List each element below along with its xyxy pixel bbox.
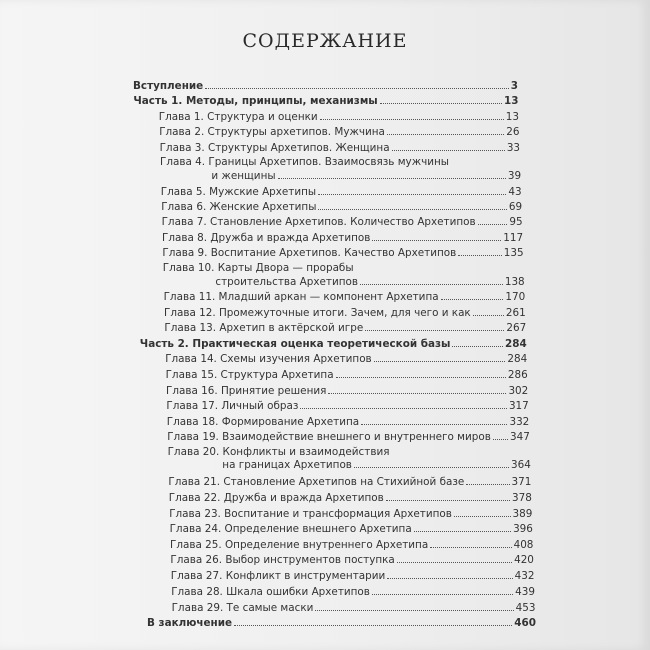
toc-entry-page: 267	[506, 321, 527, 334]
toc-entry-label: Глава 2. Структуры архетипов. Мужчина	[159, 126, 385, 139]
toc-entry-label: Глава 8. Дружба и вражда Архетипов	[162, 231, 371, 244]
toc-leader-dots	[478, 224, 508, 225]
toc-entry	[167, 416, 530, 429]
toc-entry-label: Глава 9. Воспитание Архетипов. Качество Архетипов	[162, 246, 457, 259]
toc-entry-label: Глава 22. Дружба и вражда Архетипов	[168, 491, 384, 504]
toc-entry	[140, 338, 527, 351]
toc-leader-dots	[336, 377, 506, 378]
toc-entry-label: Глава 11. Младший аркан — компонент Архетипа	[163, 291, 439, 304]
toc-leader-dots	[300, 408, 507, 409]
toc-entry-label: Глава 21. Становление Архетипов на Стихийной базе	[168, 476, 465, 489]
toc-entry-label: Часть 1. Методы, принципы, механизмы	[133, 95, 378, 108]
toc-entry-label: Глава 19. Взаимодействие внешнего и внутреннего миров	[167, 430, 491, 443]
toc-entry-label: Глава 5. Мужские Архетипы	[160, 185, 317, 198]
toc-entry	[168, 476, 531, 489]
toc-leader-dots	[452, 346, 503, 347]
toc-entry-label: Глава 13. Архетип в актёрской игре	[164, 321, 364, 334]
toc-entry-page: 389	[512, 507, 533, 520]
toc-leader-dots	[414, 531, 511, 532]
toc-entry-page: 302	[508, 384, 529, 397]
toc-entry	[166, 369, 528, 382]
toc-entry	[162, 247, 523, 260]
toc-entry-page: 117	[503, 231, 524, 244]
toc-entry-page: 13	[504, 95, 519, 108]
toc-entry-label: Глава 25. Определение внутреннего Архетипа	[170, 538, 429, 551]
toc-leader-dots	[318, 194, 506, 195]
toc-entry	[162, 216, 523, 229]
toc-entry-page: 284	[507, 352, 528, 365]
toc-entry-page: 95	[509, 215, 523, 228]
toc-entry-page: 408	[513, 538, 534, 551]
toc-leader-dots	[397, 562, 512, 563]
toc-entry	[164, 307, 526, 320]
toc-entry-page: 364	[511, 459, 531, 472]
toc-entry	[171, 570, 535, 583]
toc-entry-label: Глава 3. Структуры Архетипов. Женщина	[159, 142, 390, 155]
toc-entry	[160, 142, 520, 155]
toc-entry-page: 432	[514, 570, 535, 582]
toc-entry	[170, 539, 533, 552]
toc-entry-page: 284	[505, 337, 527, 350]
toc-leader-dots	[430, 547, 511, 548]
toc-entry	[169, 508, 532, 521]
toc-leader-dots	[387, 134, 504, 135]
toc-leader-dots	[278, 178, 506, 179]
toc-entry-label: Глава 18. Формирование Архетипа	[166, 415, 360, 428]
toc-entry-label: Глава 17. Личный образ	[166, 399, 299, 412]
toc-entry-page: 420	[514, 554, 534, 567]
toc-leader-dots	[454, 516, 511, 517]
toc-entry	[168, 446, 531, 459]
toc-entry-page: 261	[505, 306, 526, 319]
toc-entry-label: Глава 4. Границы Архетипов. Взаимосвязь мужчины	[160, 156, 449, 169]
toc-entry-label: Вступление	[133, 80, 204, 92]
toc-entry-page: 439	[515, 585, 535, 598]
toc-entry-page: 170	[505, 291, 526, 304]
toc-entry-page: 332	[509, 415, 530, 428]
toc-entry	[211, 170, 521, 183]
toc-entry-page: 13	[505, 111, 520, 124]
toc-entry	[169, 492, 532, 505]
toc-leader-dots	[466, 484, 509, 485]
toc-entry-page: 347	[509, 430, 530, 443]
toc-leader-dots	[205, 88, 509, 89]
toc-entry-label: Глава 15. Структура Архетипа	[165, 368, 334, 381]
toc-entry-page: 26	[506, 126, 520, 139]
toc-entry	[133, 80, 518, 93]
toc-entry-page: 69	[508, 200, 523, 213]
toc-entry-label: Глава 20. Конфликты и взаимодействия	[167, 445, 390, 458]
toc-entry-page: 3	[510, 80, 518, 92]
toc-entry	[215, 276, 524, 289]
toc-entry-label: строительства Архетипов	[215, 275, 358, 288]
toc-entry-label: Глава 14. Схемы изучения Архетипов	[165, 352, 372, 365]
toc-leader-dots	[458, 255, 502, 256]
toc-leader-dots	[328, 393, 506, 394]
toc-entry	[170, 523, 533, 536]
toc-leader-dots	[361, 424, 507, 425]
toc-leader-dots	[318, 209, 506, 210]
toc-entry-page: 33	[506, 142, 521, 155]
toc-entry-label: Глава 29. Те самые маски	[171, 601, 314, 614]
toc-entry	[159, 126, 519, 139]
toc-entry	[159, 111, 519, 124]
toc-leader-dots	[372, 594, 513, 595]
toc-entry-label: Глава 26. Выбор инструментов поступка	[170, 554, 395, 567]
toc-entry	[166, 400, 528, 413]
toc-entry	[222, 459, 531, 472]
toc-entry	[163, 262, 524, 275]
toc-leader-dots	[365, 330, 504, 331]
toc-entry-page: 396	[513, 523, 533, 536]
toc-entry-page: 378	[512, 491, 532, 504]
toc-entry	[164, 322, 526, 335]
toc-leader-dots	[473, 315, 504, 316]
toc-entry-label: В заключение	[147, 617, 233, 629]
toc-entry	[133, 95, 518, 108]
toc-entry-page: 43	[508, 185, 522, 198]
toc-entry-label: и женщины	[211, 169, 276, 182]
toc-leader-dots	[372, 240, 501, 241]
toc-entry-page: 135	[503, 246, 524, 259]
toc-entry	[167, 431, 530, 444]
toc-entry-label: Глава 27. Конфликт в инструментарии	[170, 570, 386, 582]
toc-entry-label: Глава 10. Карты Двора — прорабы	[162, 262, 354, 275]
toc-entry-label: Глава 16. Принятие решения	[166, 384, 327, 397]
toc-entry-label: Глава 28. Шкала ошибки Архетипов	[171, 585, 370, 598]
toc-entry	[166, 385, 528, 398]
toc-entry	[172, 602, 536, 615]
toc-leader-dots	[493, 439, 508, 440]
toc-leader-dots	[234, 625, 512, 626]
toc-entry	[165, 353, 527, 366]
toc-entry-page: 317	[508, 399, 529, 412]
toc-entry-label: Глава 12. Промежуточные итоги. Зачем, для чего и как	[164, 306, 471, 319]
toc-leader-dots	[374, 361, 506, 362]
toc-entry	[164, 291, 526, 304]
toc-leader-dots	[386, 500, 510, 501]
toc-entry-page: 138	[504, 275, 525, 288]
toc-entry-label: Глава 24. Определение внешнего Архетипа	[169, 523, 412, 536]
toc-leader-dots	[441, 299, 504, 300]
toc-leader-dots	[392, 150, 505, 151]
toc-leader-dots	[315, 610, 513, 611]
toc-entry	[170, 554, 534, 567]
toc-entry-page: 453	[515, 601, 536, 614]
toc-entry-page: 39	[507, 169, 522, 182]
toc-entry-label: Глава 1. Структура и оценки	[158, 111, 318, 124]
toc-entry	[171, 586, 535, 599]
toc-entry	[147, 617, 536, 630]
toc-entry	[161, 201, 522, 214]
toc-entry-page: 460	[514, 617, 536, 629]
toc-entry-page: 371	[511, 476, 532, 489]
toc-entry-label: Часть 2. Практическая оценка теоретической базы	[139, 337, 451, 350]
toc-entry-label: Глава 6. Женские Архетипы	[161, 200, 317, 213]
toc-leader-dots	[387, 578, 512, 579]
toc-leader-dots	[320, 119, 504, 120]
toc-leader-dots	[354, 467, 509, 468]
page-title: СОДЕРЖАНИЕ	[242, 30, 408, 52]
toc-entry	[160, 156, 521, 169]
toc-entry	[162, 232, 523, 245]
toc-entry	[161, 186, 522, 199]
toc-entry-label: Глава 23. Воспитание и трансформация Архетипов	[169, 507, 452, 520]
toc-leader-dots	[360, 284, 503, 285]
toc-entry-label: на границах Архетипов	[222, 459, 352, 472]
toc-leader-dots	[380, 103, 502, 104]
toc-entry-page: 286	[507, 368, 528, 381]
toc-entry-label: Глава 7. Становление Архетипов. Количество Архетипов	[161, 215, 476, 228]
